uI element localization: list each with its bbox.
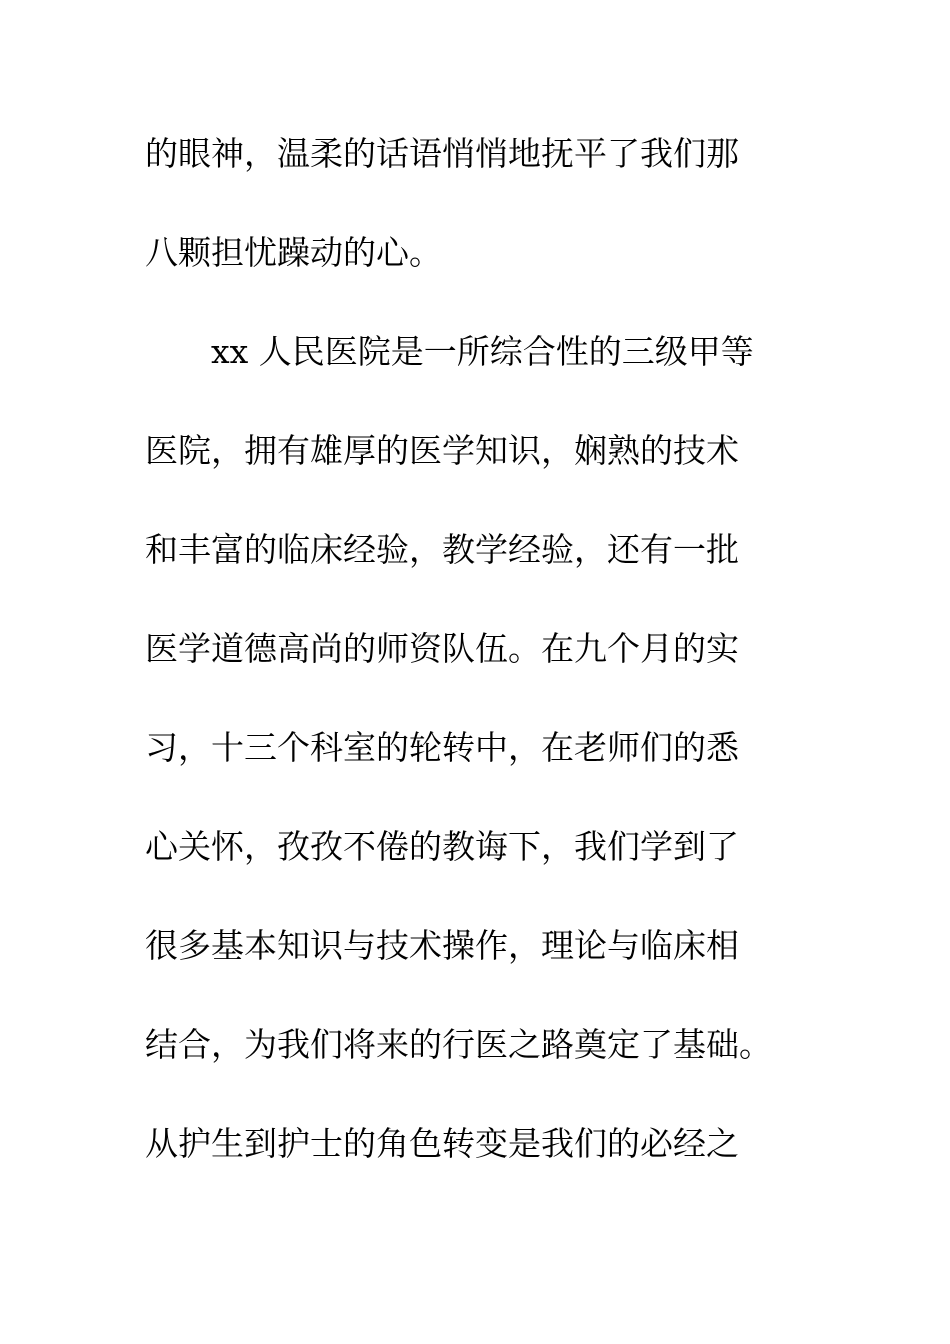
text-line: 的眼神，温柔的话语悄悄地抚平了我们那 <box>145 134 739 173</box>
text-line: 八颗担忧躁动的心。 <box>145 233 442 272</box>
text-line: 从护生到护士的角色转变是我们的必经之 <box>145 1124 739 1163</box>
text-line: 心关怀，孜孜不倦的教诲下，我们学到了 <box>145 827 739 866</box>
text-line: 和丰富的临床经验，教学经验，还有一批 <box>145 530 739 569</box>
text-line: 很多基本知识与技术操作，理论与临床相 <box>145 926 739 965</box>
body-text <box>145 125 845 1214</box>
text-line: 医院，拥有雄厚的医学知识，娴熟的技术 <box>145 431 739 470</box>
text-line: 医学道德高尚的师资队伍。在九个月的实 <box>145 629 739 668</box>
text-line: 结合，为我们将来的行医之路奠定了基础。 <box>145 1025 772 1064</box>
paragraph-start-line: xx 人民医院是一所综合性的三级甲等 <box>211 332 754 371</box>
text-line: 习，十三个科室的轮转中，在老师们的悉 <box>145 728 739 767</box>
